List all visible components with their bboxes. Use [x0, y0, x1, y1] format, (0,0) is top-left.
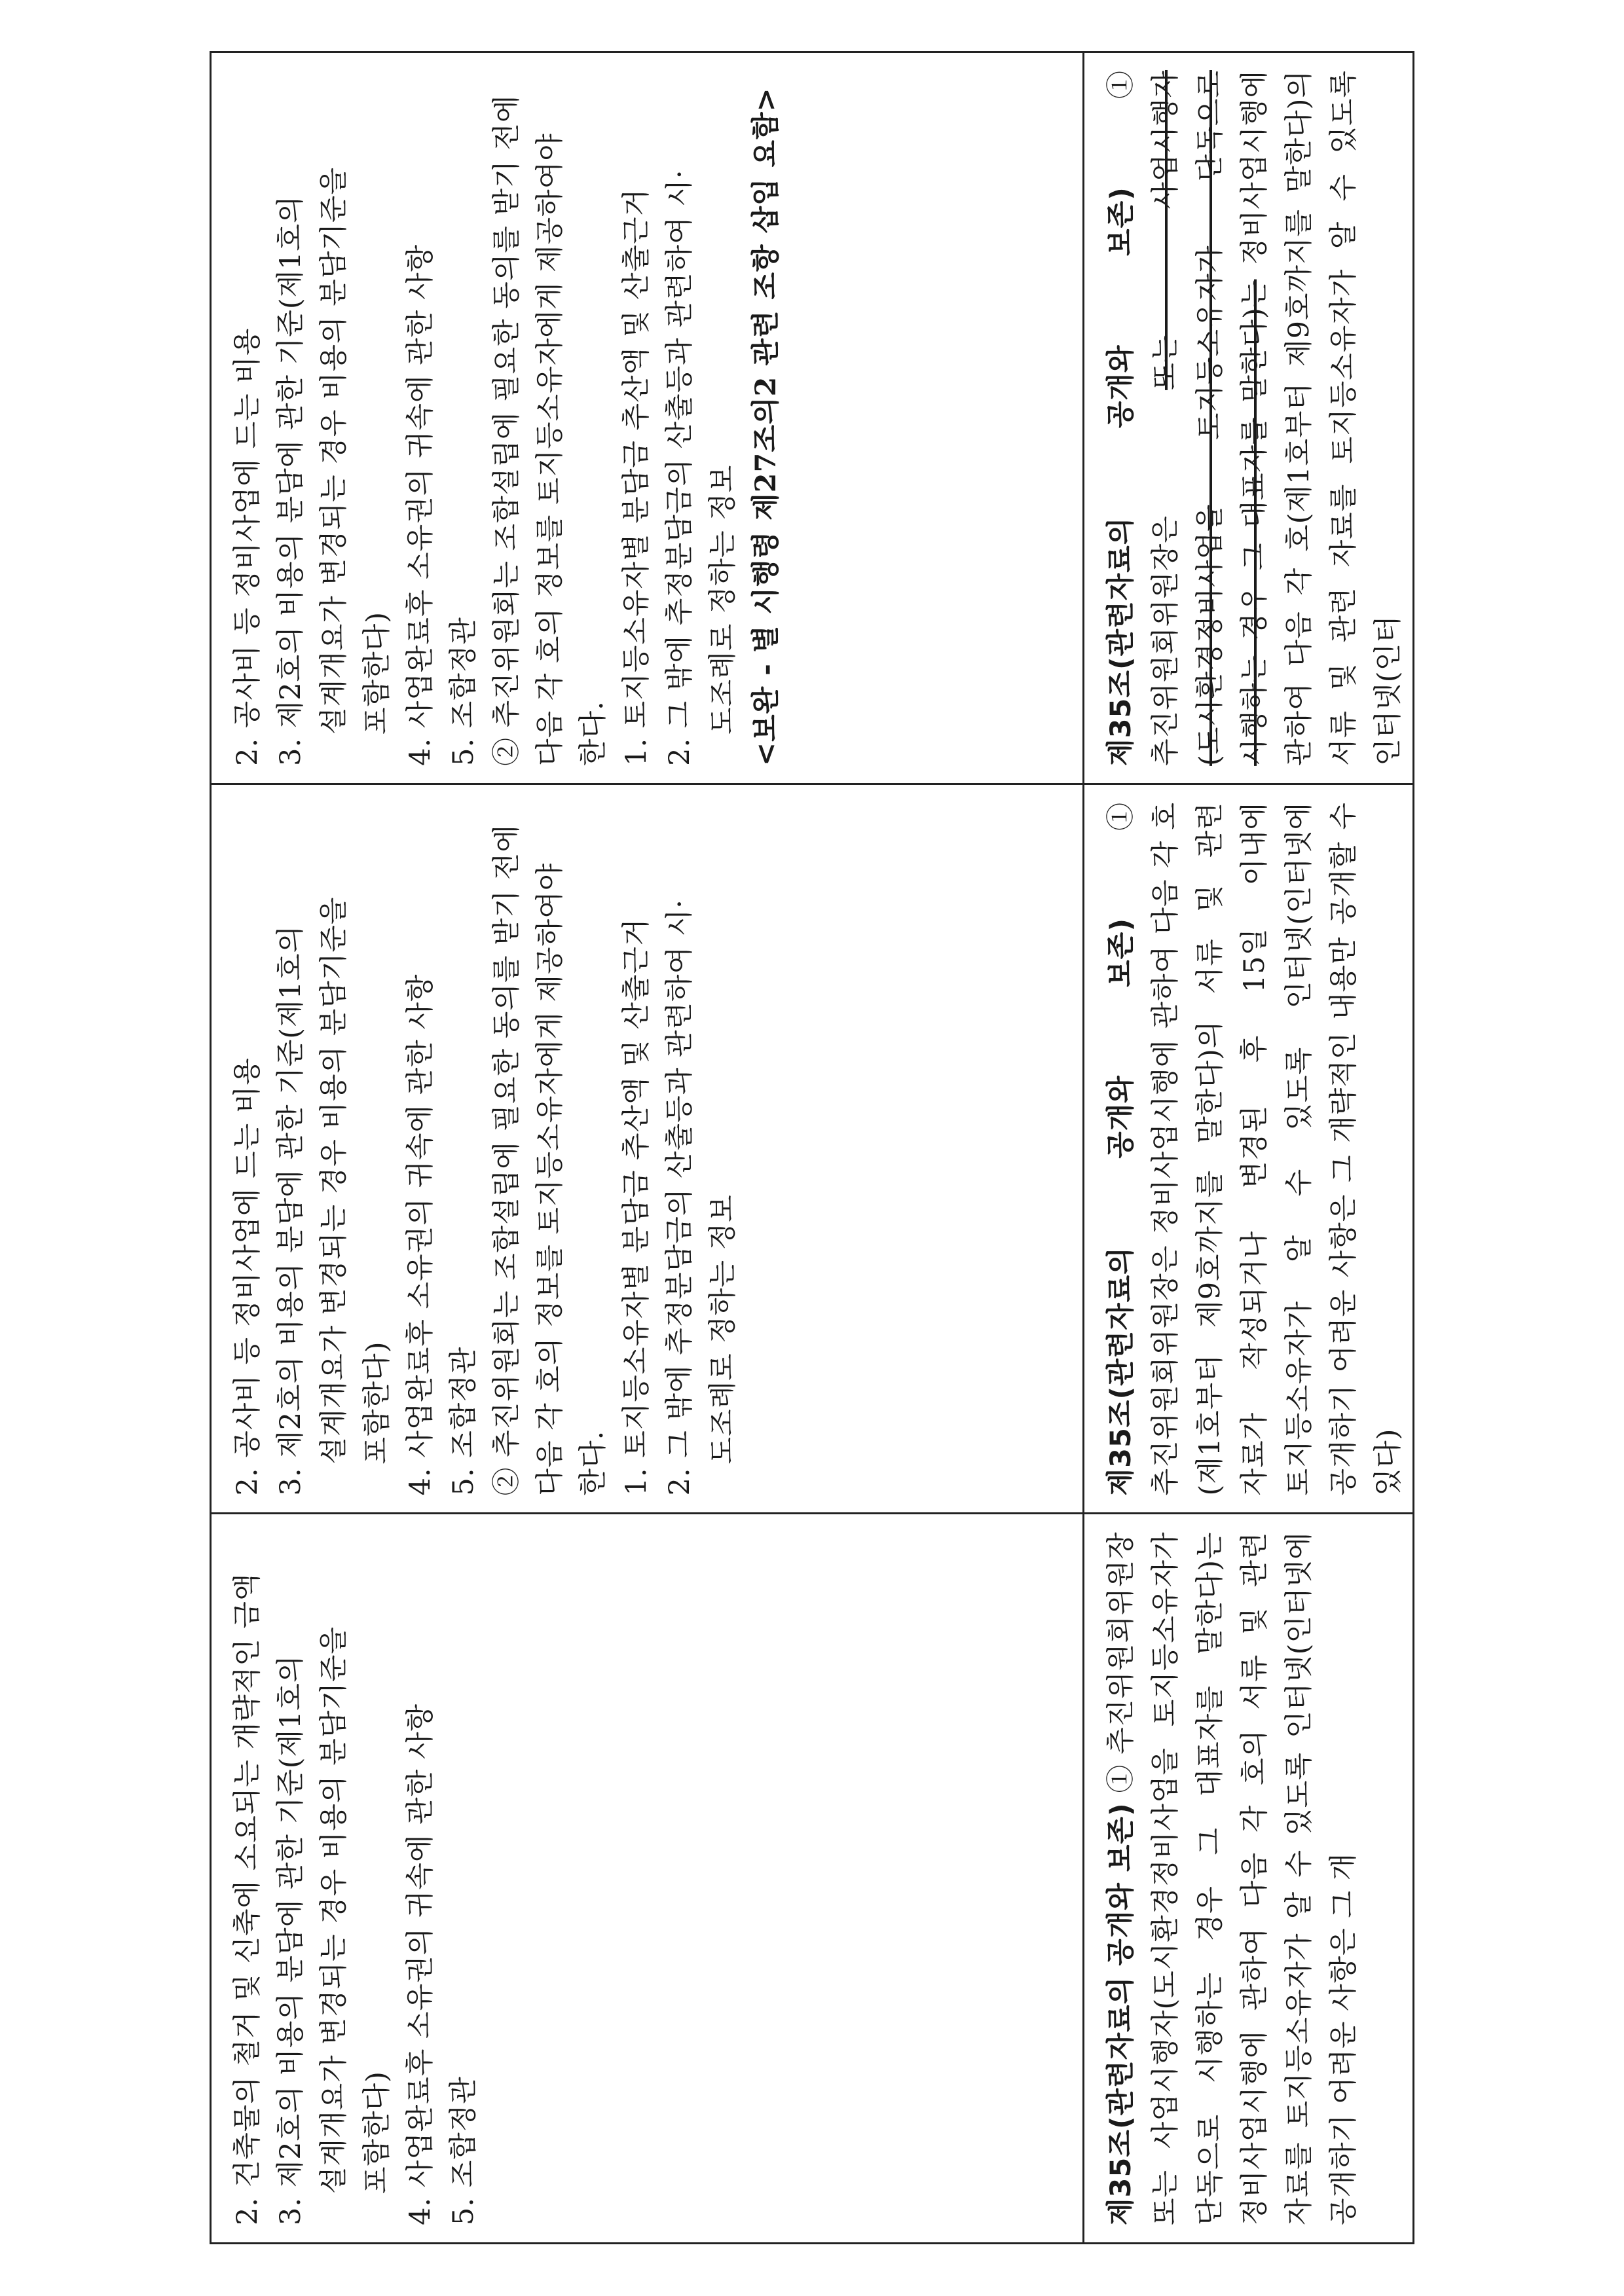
- col2-subitem-1: 1. 토지등소유자별 분담금 추산액 및 산출근거: [620, 918, 653, 1496]
- col1-item-5: 5. 조합정관: [447, 2076, 480, 2225]
- col2-item-2: 2. 공사비 등 정비사업에 드는 비용: [231, 1057, 264, 1496]
- col2-subitem-2: 2. 그 밖에 추정분담금의 산출등과 관련하여 시·도조례로 정하는 정보: [663, 899, 739, 1496]
- col3-item-5: 5. 조합정관: [447, 617, 480, 766]
- col2-item-3: 3. 제2호의 비용의 분담에 관한 기준(제1호의 설계개요가 변경되는 경우 비용의 분담기준을 포함한다): [274, 896, 394, 1496]
- col3-item-4: 4. 사업완료후 소유권의 귀속에 관한 사항: [404, 244, 437, 766]
- col1-article-cell: [1084, 1514, 1414, 2244]
- col3-article-pre: ① 추진위원회위원장은: [1105, 70, 1182, 766]
- col3-subitem-1: 1. 토지등소유자별 분담금 추산액 및 산출근거: [620, 188, 653, 766]
- col2-item-5: 5. 조합정관: [447, 1346, 480, 1496]
- col1-item-4: 4. 사업완료후 소유권의 귀속에 관한 사항: [404, 1704, 437, 2225]
- rotated-comparison-table-wrapper: [210, 51, 1414, 2244]
- col1-item-3: 3. 제2호의 비용의 분담에 관한 기준(제1호의 설계개요가 변경되는 경우 비용의 분담기준을 포함한다): [274, 1626, 394, 2225]
- col2-article-title: 제35조(관련자료의 공개와 보존): [1105, 918, 1137, 1496]
- col3-article-title: 제35조(관련자료의 공개와 보존): [1105, 187, 1137, 766]
- col2-top-cell: [211, 784, 1084, 1514]
- col3-subitem-2: 2. 그 밖에 추정분담금의 산출등과 관련하여 시·도조례로 정하는 정보: [663, 169, 739, 766]
- comparison-table: [210, 51, 1414, 2244]
- col1-article-body: ① 추진위원회위원장 또는 사업시행자(도시환경정비사업을 토지등소유자가 단독으로 시행하는 경우 그 대표자를 말한다)는 정비사업시행에 관하여 다음 각 호의 서류 및 관련 자료를 토지등소유자가 알 수 있도록 인터넷(인터넷에 공개하기 어려운 사항은 그 개: [1105, 1531, 1360, 2225]
- col2-item-4: 4. 사업완료후 소유권의 귀속에 관한 사항: [404, 974, 437, 1496]
- col3-article-cell: [1084, 52, 1414, 784]
- col2-para-2: ② 추진위원회는 조합설립에 필요한 동의를 받기 전에 다음 각 호의 정보를 토지등소유자에게 제공하여야 한다.: [490, 824, 610, 1496]
- col3-supplement-note: <보완 - 별 시행령 제27조의2 관련 조항 삽입 요함>: [750, 87, 783, 766]
- col2-article-cell: [1084, 784, 1414, 1514]
- col1-top-cell: [211, 1514, 1084, 2244]
- col3-item-3: 3. 제2호의 비용의 분담에 관한 기준(제1호의 설계개요가 변경되는 경우 비용의 분담기준을 포함한다): [274, 167, 394, 766]
- col2-article-body: ① 추진위원회위원장은 정비사업시행에 관하여 다음 각 호(제1호부터 제9호까지를 말한다)의 서류 및 관련 자료가 작성되거나 변경된 후 15일 이내에 토지등소유자가 알 수 있도록 인터넷(인터넷에 공개하기 어려운 사항은 그 개략적인 내용만 공개할 수 있다): [1105, 801, 1405, 1496]
- col3-para-2: ② 추진위원회는 조합설립에 필요한 동의를 받기 전에 다음 각 호의 정보를 토지등소유자에게 제공하여야 한다.: [490, 94, 610, 766]
- col3-article-post: 정비사업시행에 관하여 다음 각 호(제1호부터 제9호까지를 말한다)의 서류 및 관련 자료를 토지등소유자가 알 수 있도록 인터넷(인터: [1238, 70, 1405, 766]
- col1-article-title: 제35조(관련자료의 공개와 보존): [1105, 1802, 1137, 2225]
- col3-item-2: 2. 공사비 등 정비사업에 드는 비용: [231, 327, 264, 766]
- col3-top-cell: [211, 52, 1084, 784]
- col1-item-2: 2. 건축물의 철거 및 신축에 소요되는 개략적인 금액: [231, 1573, 264, 2225]
- col3-article-strikethrough: 또는 사업시행자(도시환경정비사업을 토지등소유자가 단독으로 시행하는 경우 그 대표자를 말한다)는: [1149, 69, 1271, 766]
